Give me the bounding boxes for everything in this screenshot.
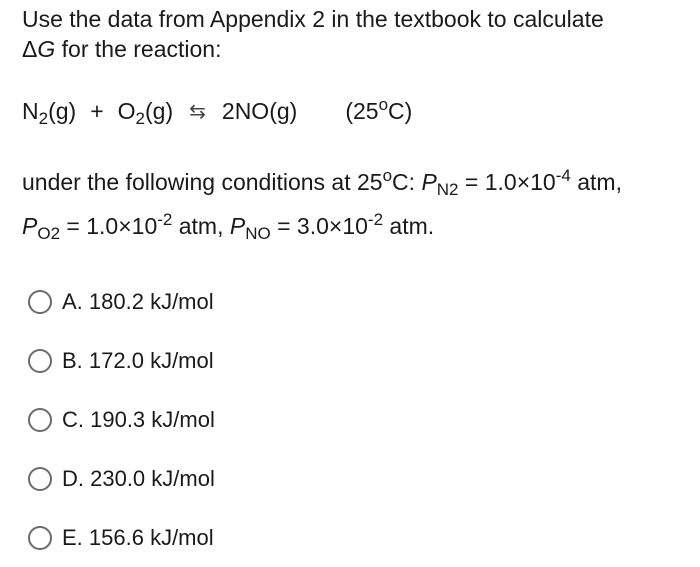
reaction-temperature: (25$^o$C) — [345, 95, 413, 124]
equilibrium-arrow-icon: ⇆ — [189, 101, 206, 123]
answer-options — [28, 272, 528, 567]
conditions-line-2: $P_{O2} = 1.0\times 10^{-2}$ atm, $P_{NO} = 3.0\times 10^{-2}$ atm. — [22, 210, 435, 243]
question-line-1: Use the data from Appendix 2 in the textbook to calculate — [22, 6, 604, 32]
question-line-2-rest: for the reaction: — [55, 36, 222, 62]
option-label[interactable]: A. 180.2 kJ/mol — [62, 288, 214, 314]
radio-button-icon[interactable] — [28, 408, 52, 432]
gibbs-g-symbol: G — [37, 36, 56, 62]
question-line-2 — [22, 34, 692, 64]
radio-button-icon[interactable] — [28, 526, 52, 550]
option-label[interactable]: D. 230.0 kJ/mol — [62, 465, 215, 491]
option-d[interactable] — [28, 449, 528, 508]
option-label[interactable]: C. 190.3 kJ/mol — [62, 406, 215, 432]
delta-symbol: Δ — [22, 36, 38, 62]
conditions-text — [22, 160, 694, 248]
option-c[interactable] — [28, 390, 528, 449]
radio-button-icon[interactable] — [28, 467, 52, 491]
radio-button-icon[interactable] — [28, 349, 52, 373]
option-a[interactable] — [28, 272, 528, 331]
question-text — [22, 4, 692, 64]
reaction-equation — [22, 96, 412, 128]
product-no: 2NO(g) — [221, 98, 298, 124]
option-label[interactable]: B. 172.0 kJ/mol — [62, 347, 214, 373]
option-label[interactable]: E. 156.6 kJ/mol — [62, 524, 214, 550]
option-b[interactable] — [28, 331, 528, 390]
option-e[interactable] — [28, 508, 528, 567]
conditions-line-1: under the following conditions at 25$^o$C: $P_{N2} = 1.0\times 10^{-4}$ atm, — [22, 166, 622, 199]
reactant-o2: $O_2(g)$ — [117, 98, 174, 128]
reactant-n2: $N_2(g)$ — [22, 98, 77, 128]
radio-button-icon[interactable] — [28, 290, 52, 314]
plus-sign: + — [90, 98, 104, 124]
